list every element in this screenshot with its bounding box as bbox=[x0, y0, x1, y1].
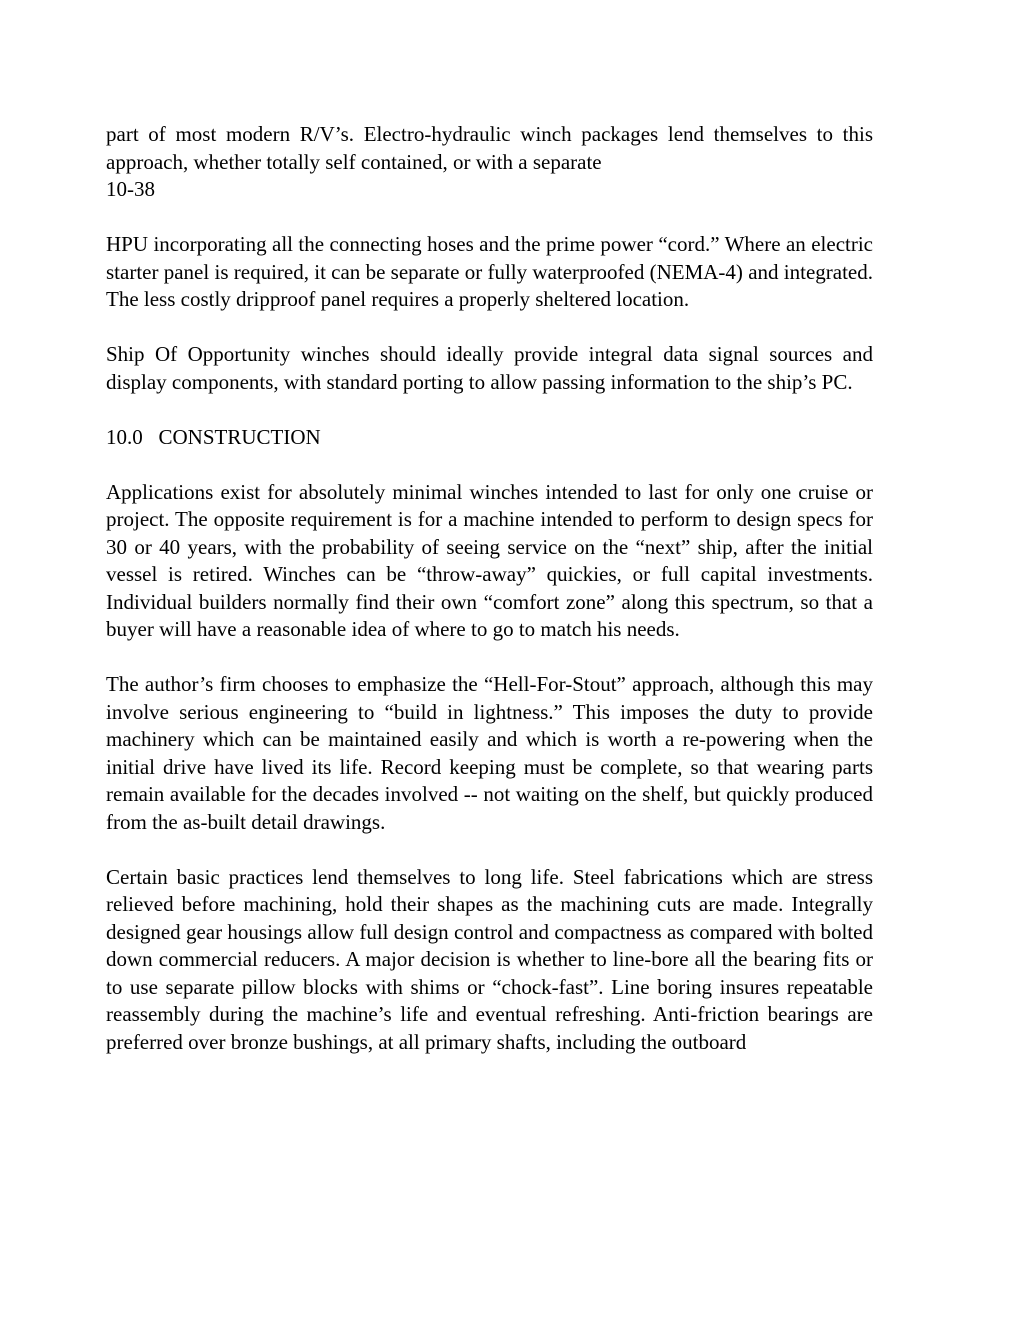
applications-paragraph: Applications exist for absolutely minimal winches intended to last for only one cruise or project. The opposite requirement is for a machine intended to perform to design specs for 30 or 40 years, with the probability of seeing service on the “next” ship, after the initial vessel is retired. Winches can be “throw-away” quickies, or full capital investments. Individual builders normally find their own “comfort zone” along this spectrum, so that a buyer will have a reasonable idea of where to go to match his needs. bbox=[106, 479, 873, 641]
page-number: 10-38 bbox=[106, 177, 155, 201]
ship-of-opportunity-paragraph: Ship Of Opportunity winches should ideally provide integral data signal sources and display components, with standard porting to allow passing information to the ship’s PC. bbox=[106, 342, 873, 394]
basic-practices-paragraph: Certain basic practices lend themselves to long life. Steel fabrications which are stress relieved before machining, hold their shapes as the machining cuts are made. Integrally designed gear housings allow full design control and compactness as compared with bolted down commercial reducers. A major decision is whether to line-bore all the bearing fits or to use separate pillow blocks with shims or “chock-fast”. Line boring insures repeatable reassembly during the machine’s life and eventual refreshing. Anti-friction bearings are preferred over bronze bushings, at all primary shafts, including the outboard bbox=[106, 864, 873, 1054]
authors-firm-paragraph: The author’s firm chooses to emphasize the “Hell-For-Stout” approach, although this may involve serious engineering to “build in lightness.” This imposes the duty to provide machinery which can be maintained easily and which is worth a re-powering when the initial drive have lived its life. Record keeping must be complete, so that wearing parts remain available for the decades involved -- not waiting on the shelf, but quickly produced from the as-built detail drawings. bbox=[106, 672, 873, 834]
hpu-paragraph: HPU incorporating all the connecting hoses and the prime power “cord.” Where an electric starter panel is required, it can be separate or fully waterproofed (NEMA-4) and integrated. The less costly dripproof panel requires a properly sheltered location. bbox=[106, 232, 873, 311]
continued-paragraph: part of most modern R/V’s. Electro-hydraulic winch packages lend themselves to this approach, whether totally self contained, or with a separate bbox=[106, 122, 873, 174]
document-page bbox=[106, 121, 873, 1056]
section-heading: 10.0 CONSTRUCTION bbox=[106, 424, 321, 449]
